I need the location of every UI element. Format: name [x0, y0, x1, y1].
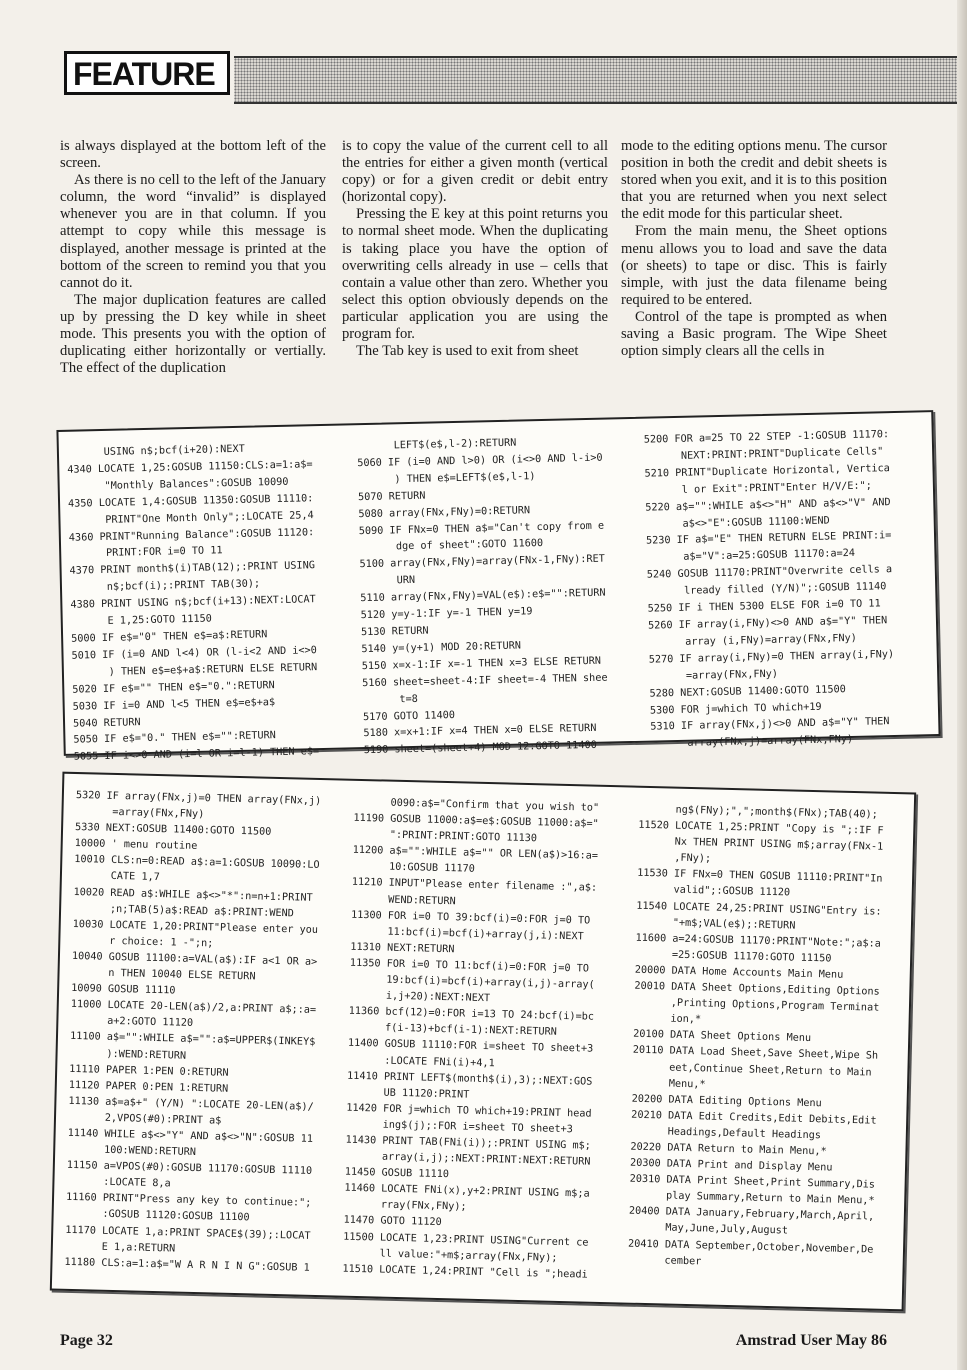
listing-line: 11360 bcf(12)=0:FOR i=13 TO 24:bcf(i)=bc	[348, 1005, 595, 1023]
listing-line: 11150 a=VPOS(#0):GOSUB 11170:GOSUB 11110	[66, 1160, 313, 1178]
listing-line: 11140 WHILE a$<>"Y" AND a$<>"N":GOSUB 11	[67, 1127, 314, 1145]
listing-line: 10090 GOSUB 11110	[71, 983, 176, 997]
listing-line: 10000 ' menu routine	[74, 838, 198, 853]
listing-line: ) THEN e$=e$+a$:RETURN ELSE RETURN	[71, 661, 318, 679]
listing-line: 5260 IF array(i,FNy)<>0 AND a$="Y" THEN	[647, 615, 888, 632]
listing-line: 11510 LOCATE 1,24:PRINT "Cell is ";headi	[342, 1263, 588, 1281]
listing-column	[628, 802, 885, 1275]
listing-line: E 1,a:RETURN	[64, 1240, 176, 1255]
listing-line: =25:GOSUB 11170:GOTO 11150	[635, 948, 832, 965]
listing-line: 11180 CLS:a=1:a$="W A R N I N G":GOSUB 1	[64, 1256, 310, 1274]
article-column-3	[621, 138, 887, 360]
listing-line: ,Printing Options,Program Terminat	[633, 996, 880, 1014]
listing-line: E 1,25:GOTO 11150	[70, 613, 212, 628]
listing-line: array (i,FNy)=array(FNx,FNy)	[648, 632, 858, 649]
listing-line: 19:bcf(i)=bcf(i)+array(i,j)-array(	[349, 973, 595, 991]
listing-line: 20100 DATA Sheet Options Menu	[633, 1028, 812, 1045]
article-column-2	[342, 138, 608, 360]
listing-line: cember	[627, 1254, 702, 1268]
listing-line: :GOSUB 11120:GOSUB 11100	[65, 1208, 250, 1224]
listing-line: t=8	[362, 693, 418, 706]
listing-line: Menu,*	[631, 1077, 706, 1091]
listing-line: 5220 a$="":WHILE a$<>"H" AND a$<>"V" AND	[645, 496, 891, 514]
listing-line: 4370 PRINT month$(i)TAB(12);:PRINT USING	[69, 560, 316, 578]
listing-line: 2,VPOS(#0):PRINT a$	[67, 1111, 222, 1127]
listing-line: 5180 x=x+1:IF x=4 THEN x=0 ELSE RETURN	[363, 723, 597, 740]
listing-line: 20410 DATA September,October,November,De	[627, 1238, 874, 1256]
listing-line: 5010 IF (i=0 AND l<4) OR (l-i<2 AND i<>0	[71, 645, 317, 662]
listing-line: 11000 LOCATE 20-LEN(a$)/2,a:PRINT a$;:a=	[70, 999, 317, 1017]
listing-line: Nx THEN PRINT USING m$;array(FNx-1	[637, 835, 884, 853]
listing-line: 11430 PRINT TAB(FNi(i));:PRINT USING m$;	[345, 1134, 591, 1152]
listing-line: WEND:RETURN	[351, 893, 456, 907]
listing-line: 20210 DATA Edit Credits,Edit Debits,Edit	[631, 1109, 877, 1127]
listing-line: ng$(FNy);",";month$(FNx);TAB(40);	[638, 803, 878, 821]
listing-line: 11170 LOCATE 1,a:PRINT SPACE$(39);:LOCAT	[65, 1224, 311, 1242]
listing-line: 11100 a$="":WHILE a$="":a$=UPPER$(INKEY$	[69, 1031, 316, 1049]
paragraph: From the main menu, the Sheet options menu allows you to load and save the data (or sheets) to tape or disc. This is fairly simple, with just the data filename being required to be entered.	[621, 223, 887, 308]
listing-line: 5150 x=x-1:IF x=-1 THEN x=3 ELSE RETURN	[361, 655, 602, 672]
listing-line: 11540 LOCATE 24,25:PRINT USING"Entry is:	[636, 900, 882, 918]
listing-line: 20200 DATA Editing Options Menu	[631, 1093, 822, 1109]
listing-line: a$<>"E":GOSUB 11100:WEND	[645, 515, 830, 531]
listing-line: ion,*	[633, 1012, 702, 1026]
listing-line: 5190 sheet=(sheet+4) MOD 12:GOTO 11400	[363, 740, 597, 757]
listing-line: n THEN 10040 ELSE RETURN	[71, 966, 256, 983]
listing-line: 5240 GOSUB 11170:PRINT"Overwrite cells a	[646, 564, 893, 581]
listing-line: array(FNx,j)=array(FNx,FNy)	[650, 734, 854, 750]
listing-line: 4360 PRINT"Running Balance":GOSUB 11120:	[68, 526, 315, 544]
listing-column	[342, 795, 599, 1284]
listing-line: 5300 FOR j=which TO which+19	[649, 701, 822, 717]
listing-column	[64, 788, 321, 1277]
listing-line: 5080 array(FNx,FNy)=0:RETURN	[358, 504, 531, 520]
listing-line: ":PRINT:PRINT:GOTO 11130	[352, 828, 538, 845]
listing-line: a+2:GOTO 11120	[70, 1015, 194, 1030]
listing-line: 11420 FOR j=which TO which+19:PRINT head	[346, 1102, 592, 1120]
listing-line: CATE 1,7	[73, 870, 160, 884]
program-listing-1	[56, 410, 940, 763]
paragraph: As there is no cell to the left of the January column, the word “invalid” is displayed whenever you are in that column. If you attempt to copy while this message is displayed, another message is printed at the bottom of the screen to remind you that you cannot do it.	[60, 172, 326, 291]
listing-line: 5070 RETURN	[357, 490, 426, 503]
listing-column	[644, 427, 897, 754]
listing-line: NEXT:PRINT:PRINT"Duplicate Cells"	[644, 446, 884, 463]
listing-line: 11600 a=24:GOSUB 11170:PRINT"Note:";a$:a	[635, 932, 881, 950]
listing-line: 10040 GOSUB 11100:a=VAL(a$):IF a<1 OR a>	[71, 950, 318, 968]
listing-line: 20000 DATA Home Accounts Main Menu	[634, 964, 844, 981]
listing-line: 5040 RETURN	[72, 716, 141, 730]
listing-line: 11190 GOSUB 11000:a$=e$:GOSUB 11000:a$="	[353, 812, 599, 830]
listing-line: 11160 PRINT"Press any key to continue:";	[65, 1192, 312, 1210]
listing-line: 5130 RETURN	[360, 625, 429, 639]
article-column-1	[60, 138, 326, 377]
listing-line: 10030 LOCATE 1,20:PRINT"Please enter you	[72, 918, 319, 936]
listing-line: USING n$;bcf(i+20):NEXT	[66, 443, 245, 459]
listing-line: 5090 IF FNx=0 THEN a$="Can't copy from e	[358, 520, 605, 537]
paragraph: is to copy the value of the current cell to all the entries for either a given month (vertical copy) or for a given credit or debit entry (horizontal copy).	[342, 138, 608, 206]
listing-line: 20400 DATA January,February,March,April,	[628, 1205, 875, 1223]
listing-line: ;n;TAB(5)a$:READ a$:PRINT:WEND	[73, 902, 295, 919]
listing-line: n$;bcf(i);:PRINT TAB(30);	[69, 578, 261, 594]
paragraph: Control of the tape is prompted as when saving a Basic program. The Wipe Sheet option simply clears all the cells in	[621, 308, 887, 360]
listing-line: 0090:a$="Confirm that you wish to"	[353, 796, 600, 814]
listing-line: 11520 LOCATE 1,25:PRINT "Copy is ";:IF F	[638, 819, 884, 837]
listing-line: ll value:"+m$;array(FNx,FNy);	[342, 1247, 558, 1264]
listing-line: 11530 IF FNx=0 THEN GOSUB 11110:PRINT"In	[637, 868, 883, 886]
listing-line: PRINT:FOR i=0 TO 11	[69, 545, 223, 561]
listing-line: 20110 DATA Load Sheet,Save Sheet,Wipe Sh	[632, 1045, 879, 1063]
listing-line: 4340 LOCATE 1,25:GOSUB 11150:CLS:a=1:a$=	[67, 459, 313, 476]
listing-line: 5200 FOR a=25 TO 22 STEP -1:GOSUB 11170:	[643, 429, 890, 446]
listing-line: 20310 DATA Print Sheet,Print Summary,Dis	[629, 1173, 876, 1191]
listing-column	[357, 434, 610, 761]
listing-line: "Monthly Balances":GOSUB 10090	[67, 476, 289, 493]
listing-line: 11200 a$="":WHILE a$="" OR LEN(a$)>16:a=	[352, 845, 599, 863]
publication-footer: Amstrad User May 86	[735, 1332, 887, 1349]
listing-line: dge of sheet":GOTO 11600	[359, 538, 544, 554]
paragraph: The Tab key is used to exit from sheet	[356, 343, 579, 360]
listing-line: :LOCATE FNi(i)+4,1	[347, 1054, 495, 1069]
listing-line: 11500 LOCATE 1,23:PRINT USING"Current ce	[343, 1231, 589, 1249]
listing-line: i,j+20):NEXT:NEXT	[348, 989, 491, 1005]
listing-line: May,June,July,August	[628, 1222, 789, 1237]
listing-line: eet,Continue Sheet,Return to Main	[632, 1061, 872, 1079]
listing-line: 20010 DATA Sheet Options,Editing Options	[634, 980, 880, 998]
listing-line: 5140 y=(y+1) MOD 20:RETURN	[361, 640, 522, 655]
listing-line: 11130 a$=a$+" (Y/N) ":LOCATE 20-LEN(a$)/	[68, 1095, 314, 1113]
listing-line: 5330 NEXT:GOSUB 11400:GOTO 11500	[74, 822, 272, 838]
listing-line: =array(FNx,FNy)	[649, 668, 779, 683]
listing-line: 5270 IF array(i,FNy)=0 THEN array(i,FNy)	[648, 648, 895, 666]
listing-line: 5210 PRINT"Duplicate Horizontal, Vertica	[644, 462, 890, 480]
paragraph: mode to the editing options menu. The cursor position in both the credit and debit sheets is stored when you exit, and it is to this position that you are returned when you next select the edit mode for this particular sheet.	[621, 138, 887, 223]
listing-line: 11120 PAPER 0:PEN 1:RETURN	[68, 1079, 229, 1095]
page-edge-shadow	[957, 0, 967, 1370]
listing-line: 100:WEND:RETURN	[67, 1143, 197, 1159]
listing-line: f(i-13)+bcf(i-1):NEXT:RETURN	[348, 1022, 557, 1039]
listing-line: array(i,j);:NEXT:PRINT:NEXT:RETURN	[345, 1150, 591, 1168]
listing-line: 10020 READ a$:WHILE a$<>"*":n=n+1:PRINT	[73, 886, 313, 904]
listing-line: 4380 PRINT USING n$;bcf(i+13):NEXT:LOCAT	[70, 594, 316, 611]
section-header	[64, 51, 230, 95]
listing-line: 5160 sheet=sheet-4:IF sheet=-4 THEN shee	[362, 672, 608, 689]
listing-line: l or Exit":PRINT"Enter H/V/E:";	[644, 480, 872, 497]
listing-line: 10:GOSUB 11170	[352, 861, 476, 876]
page-number: Page 32	[60, 1332, 113, 1349]
section-title: FEATURE	[73, 56, 215, 92]
listing-line: 11300 FOR i=0 TO 39:bcf(i)=0:FOR j=0 TO	[350, 909, 591, 927]
listing-line: LEFT$(e$,l-2):RETURN	[356, 437, 517, 453]
program-listing-2	[50, 772, 916, 1312]
listing-line: ):WEND:RETURN	[69, 1047, 187, 1062]
listing-line: a$="V":a=25:GOSUB 11170:a=24	[646, 548, 856, 564]
listing-line: 5055 IF i<>0 AND (i=l OR i=l-1) THEN e$=	[73, 746, 320, 763]
listing-line: 5320 IF array(FNx,j)=0 THEN array(FNx,j)	[75, 789, 322, 807]
listing-line: URN	[359, 575, 416, 588]
listing-line: "+m$;VAL(e$);:RETURN	[635, 916, 796, 932]
listing-line: 5230 IF a$="E" THEN RETURN ELSE PRINT:i=	[645, 530, 892, 548]
listing-line: 5110 array(FNx,FNy)=VAL(e$):e$="":RETURN	[360, 587, 606, 605]
listing-line: 11110 PAPER 1:PEN 0:RETURN	[69, 1063, 229, 1079]
listing-line: UB 11120:PRINT	[346, 1086, 470, 1101]
listing-line: ,FNy);	[637, 852, 712, 865]
listing-line: lready filled (Y/N)";:GOSUB 11140	[647, 581, 887, 598]
listing-line: 5250 IF i THEN 5300 ELSE FOR i=0 TO 11	[647, 598, 881, 615]
listing-line: rray(FNx,FNy);	[343, 1198, 467, 1213]
listing-line: 5170 GOTO 11400	[362, 709, 456, 723]
listing-line: ) THEN e$=LEFT$(e$,l-1)	[357, 470, 536, 486]
listing-line: 11350 FOR i=0 TO 11:bcf(i)=0:FOR j=0 TO	[349, 957, 590, 975]
listing-line: r choice: 1 -";n;	[72, 934, 214, 950]
listing-line: 5030 IF i=0 AND l<5 THEN e$=e$+a$	[72, 696, 276, 713]
listing-line: play Summary,Return to Main Menu,*	[629, 1189, 875, 1207]
listing-line: 5000 IF e$="0" THEN e$=a$:RETURN	[71, 629, 268, 645]
listing-line: :LOCATE 8,a	[66, 1176, 171, 1190]
paragraph: Pressing the E key at this point returns you to normal sheet mode. When the duplicating is taking place you have the option of overwriting cells already in use – cells that contain a value other than zero. Whether you select this option obviously depends on the particular application you are using the program for.	[342, 206, 608, 343]
listing-line: 20300 DATA Print and Display Menu	[629, 1157, 833, 1174]
listing-line: 5060 IF (i=0 AND l>0) OR (i<>0 AND l-i>0	[357, 452, 603, 470]
listing-line: ing$(j);:FOR i=sheet TO sheet+3	[345, 1118, 573, 1136]
listing-line: PRINT"One Month Only";:LOCATE 25,4	[68, 509, 314, 527]
listing-line: 11:bcf(i)=bcf(i)+array(j,i):NEXT	[350, 925, 584, 943]
listing-line: 20220 DATA Return to Main Menu,*	[630, 1141, 827, 1158]
listing-line: 11470 GOTO 11120	[343, 1215, 442, 1229]
listing-line: 11410 PRINT LEFT$(month$(i),3);:NEXT:GOS	[346, 1070, 593, 1088]
listing-line: 11210 INPUT"Please enter filename :",a$:	[351, 877, 598, 895]
listing-line: 5120 y=y-1:IF y=-1 THEN y=19	[360, 606, 533, 622]
paragraph: is always displayed at the bottom left of the screen.	[60, 138, 326, 172]
listing-line: 5050 IF e$="0." THEN e$="":RETURN	[73, 730, 276, 747]
listing-line: =array(FNx,FNy)	[75, 806, 205, 821]
listing-line: 5280 NEXT:GOSUB 11400:GOTO 11500	[649, 683, 846, 700]
listing-line: 5100 array(FNx,FNy)=array(FNx-1,FNy):RET	[359, 553, 605, 571]
listing-line: 11310 NEXT:RETURN	[350, 941, 455, 956]
header-decorative-bar	[234, 56, 967, 104]
listing-line: 11400 GOSUB 11110:FOR i=sheet TO sheet+3	[347, 1038, 594, 1056]
listing-line: 5310 IF array(FNx,j)<>0 AND a$="Y" THEN	[650, 716, 890, 733]
listing-line: 10010 CLS:n=0:READ a$:a=1:GOSUB 10090:LO	[74, 854, 320, 872]
listing-line: 4350 LOCATE 1,4:GOSUB 11350:GOSUB 11110:	[67, 492, 314, 510]
listing-line: 5020 IF e$="" THEN e$="0.":RETURN	[72, 679, 275, 696]
listing-line: 11460 LOCATE FNi(x),y+2:PRINT USING m$;a	[344, 1182, 590, 1200]
paragraph: The major duplication features are called up by pressing the D key while in sheet mode. This presents you with the option of duplicating either horizontally or vertially. The effect of the duplication	[60, 291, 326, 377]
listing-column	[67, 440, 320, 767]
listing-line: valid";:GOSUB 11120	[636, 884, 791, 899]
listing-line: 11450 GOSUB 11110	[344, 1166, 450, 1181]
listing-line: Headings,Default Headings	[630, 1125, 822, 1142]
